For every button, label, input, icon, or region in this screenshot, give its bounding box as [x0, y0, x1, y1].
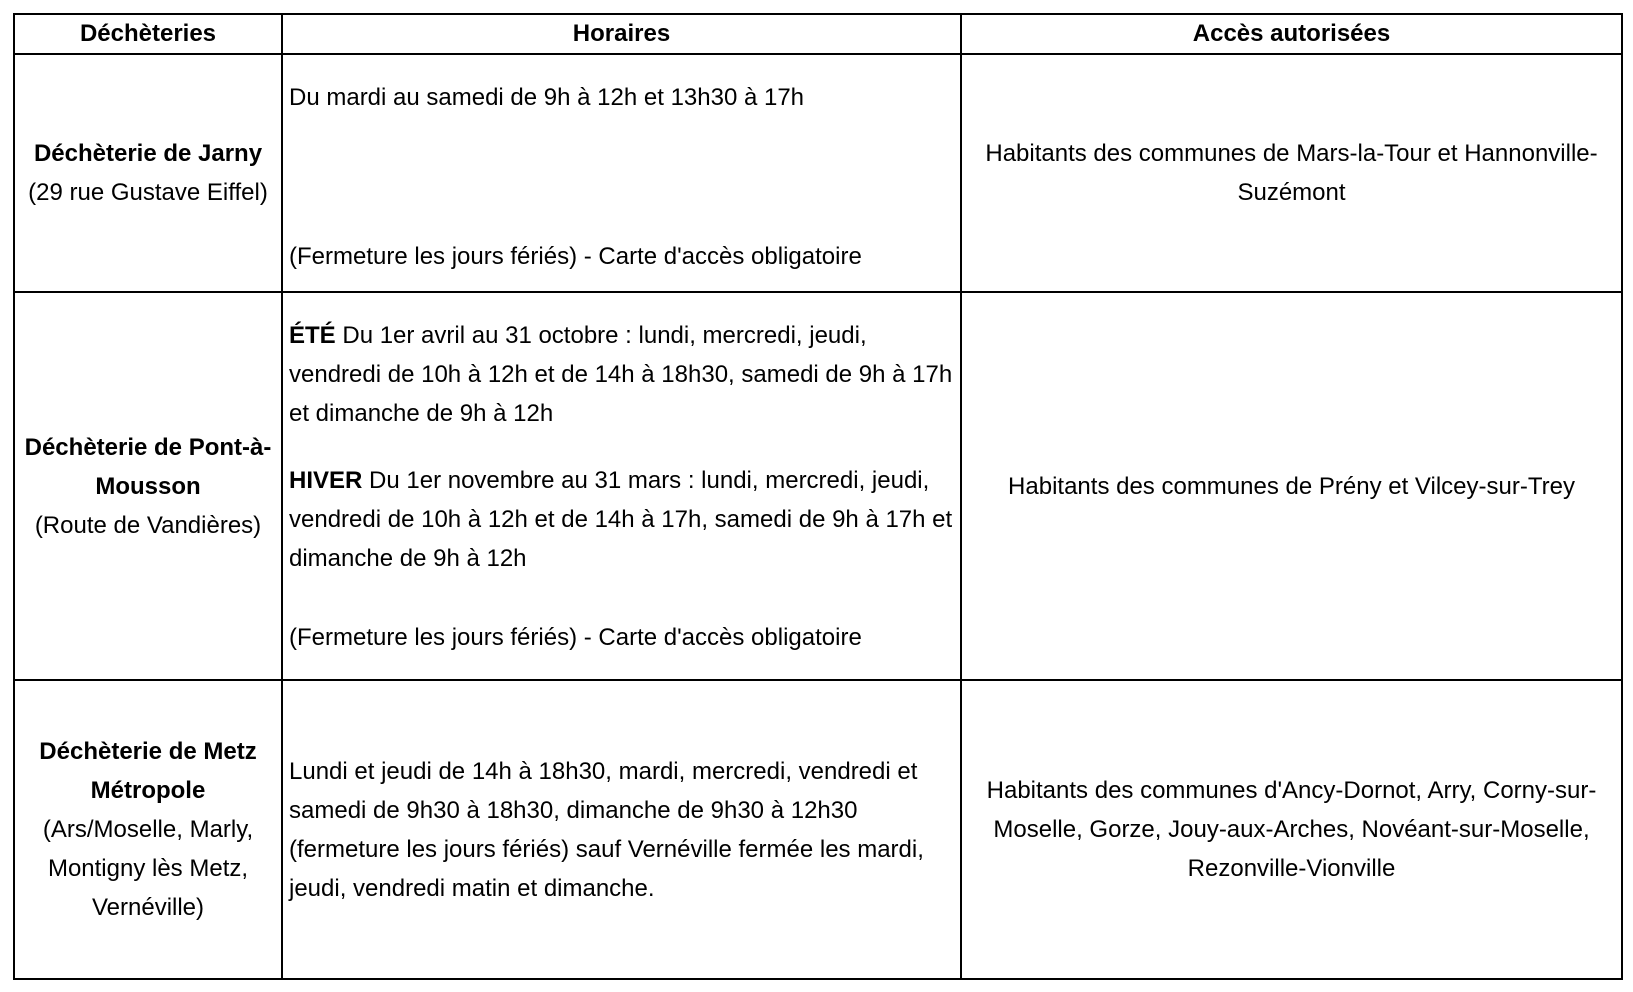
access-cell: Habitants des communes d'Ancy-Dornot, Arry, Corny-sur-Moselle, Gorze, Jouy-aux-Arches, Novéant-sur-Moselle, Rezonville-Vionville [961, 680, 1622, 979]
header-hours: Horaires [282, 14, 961, 54]
hours-cell [282, 54, 961, 292]
hours-text: Du mardi au samedi de 9h à 12h et 13h30 à 17h [289, 84, 805, 111]
table-row [14, 54, 1622, 292]
summer-text: Du 1er avril au 31 octobre : lundi, mercredi, jeudi, vendredi de 10h à 12h et de 14h à 18h30, samedi de 9h à 17h et dimanche de 9h à 12h [289, 321, 953, 427]
site-name: Déchèterie de Metz Métropole [39, 738, 257, 804]
site-cell [14, 54, 282, 292]
hours-cell [282, 680, 961, 979]
site-cell [14, 292, 282, 680]
summer-label: ÉTÉ [289, 321, 336, 349]
hours-cell [282, 292, 961, 680]
site-name: Déchèterie de Jarny [33, 140, 263, 167]
table-row [14, 680, 1622, 979]
site-address: (Route de Vandières) [34, 511, 262, 539]
table-row [14, 292, 1622, 680]
winter-label: HIVER [289, 466, 363, 494]
site-name: Déchèterie de Pont-à-Mousson [24, 433, 272, 500]
site-address: (29 rue Gustave Eiffel) [28, 179, 268, 206]
winter-hours [289, 461, 954, 578]
header-site: Déchèteries [14, 14, 282, 54]
header-access: Accès autorisées [961, 14, 1622, 54]
hours-text: Lundi et jeudi de 14h à 18h30, mardi, mercredi, vendredi et samedi de 9h30 à 18h30, dimanche de 9h30 à 12h30 (fermeture les jours fériés) sauf Vernéville fermée les mardi, jeudi, vendredi matin et dimanche. [289, 757, 924, 902]
winter-text: Du 1er novembre au 31 mars : lundi, mercredi, jeudi, vendredi de 10h à 12h et de 14h à 17h, samedi de 9h à 17h et dimanche de 9h à 12h [289, 466, 953, 572]
access-cell: Habitants des communes de Prény et Vilcey-sur-Trey [961, 292, 1622, 680]
hours-note: (Fermeture les jours fériés) - Carte d'accès obligatoire [289, 623, 862, 651]
access-cell: Habitants des communes de Mars-la-Tour et Hannonville-Suzémont [961, 54, 1622, 292]
header-row [14, 14, 1622, 54]
hours-note: (Fermeture les jours fériés) - Carte d'accès obligatoire [289, 243, 862, 270]
site-cell [14, 680, 282, 979]
summer-hours [289, 316, 954, 433]
site-address: (Ars/Moselle, Marly, Montigny lès Metz, Vernéville) [42, 816, 254, 921]
dechetteries-table [13, 13, 1623, 980]
